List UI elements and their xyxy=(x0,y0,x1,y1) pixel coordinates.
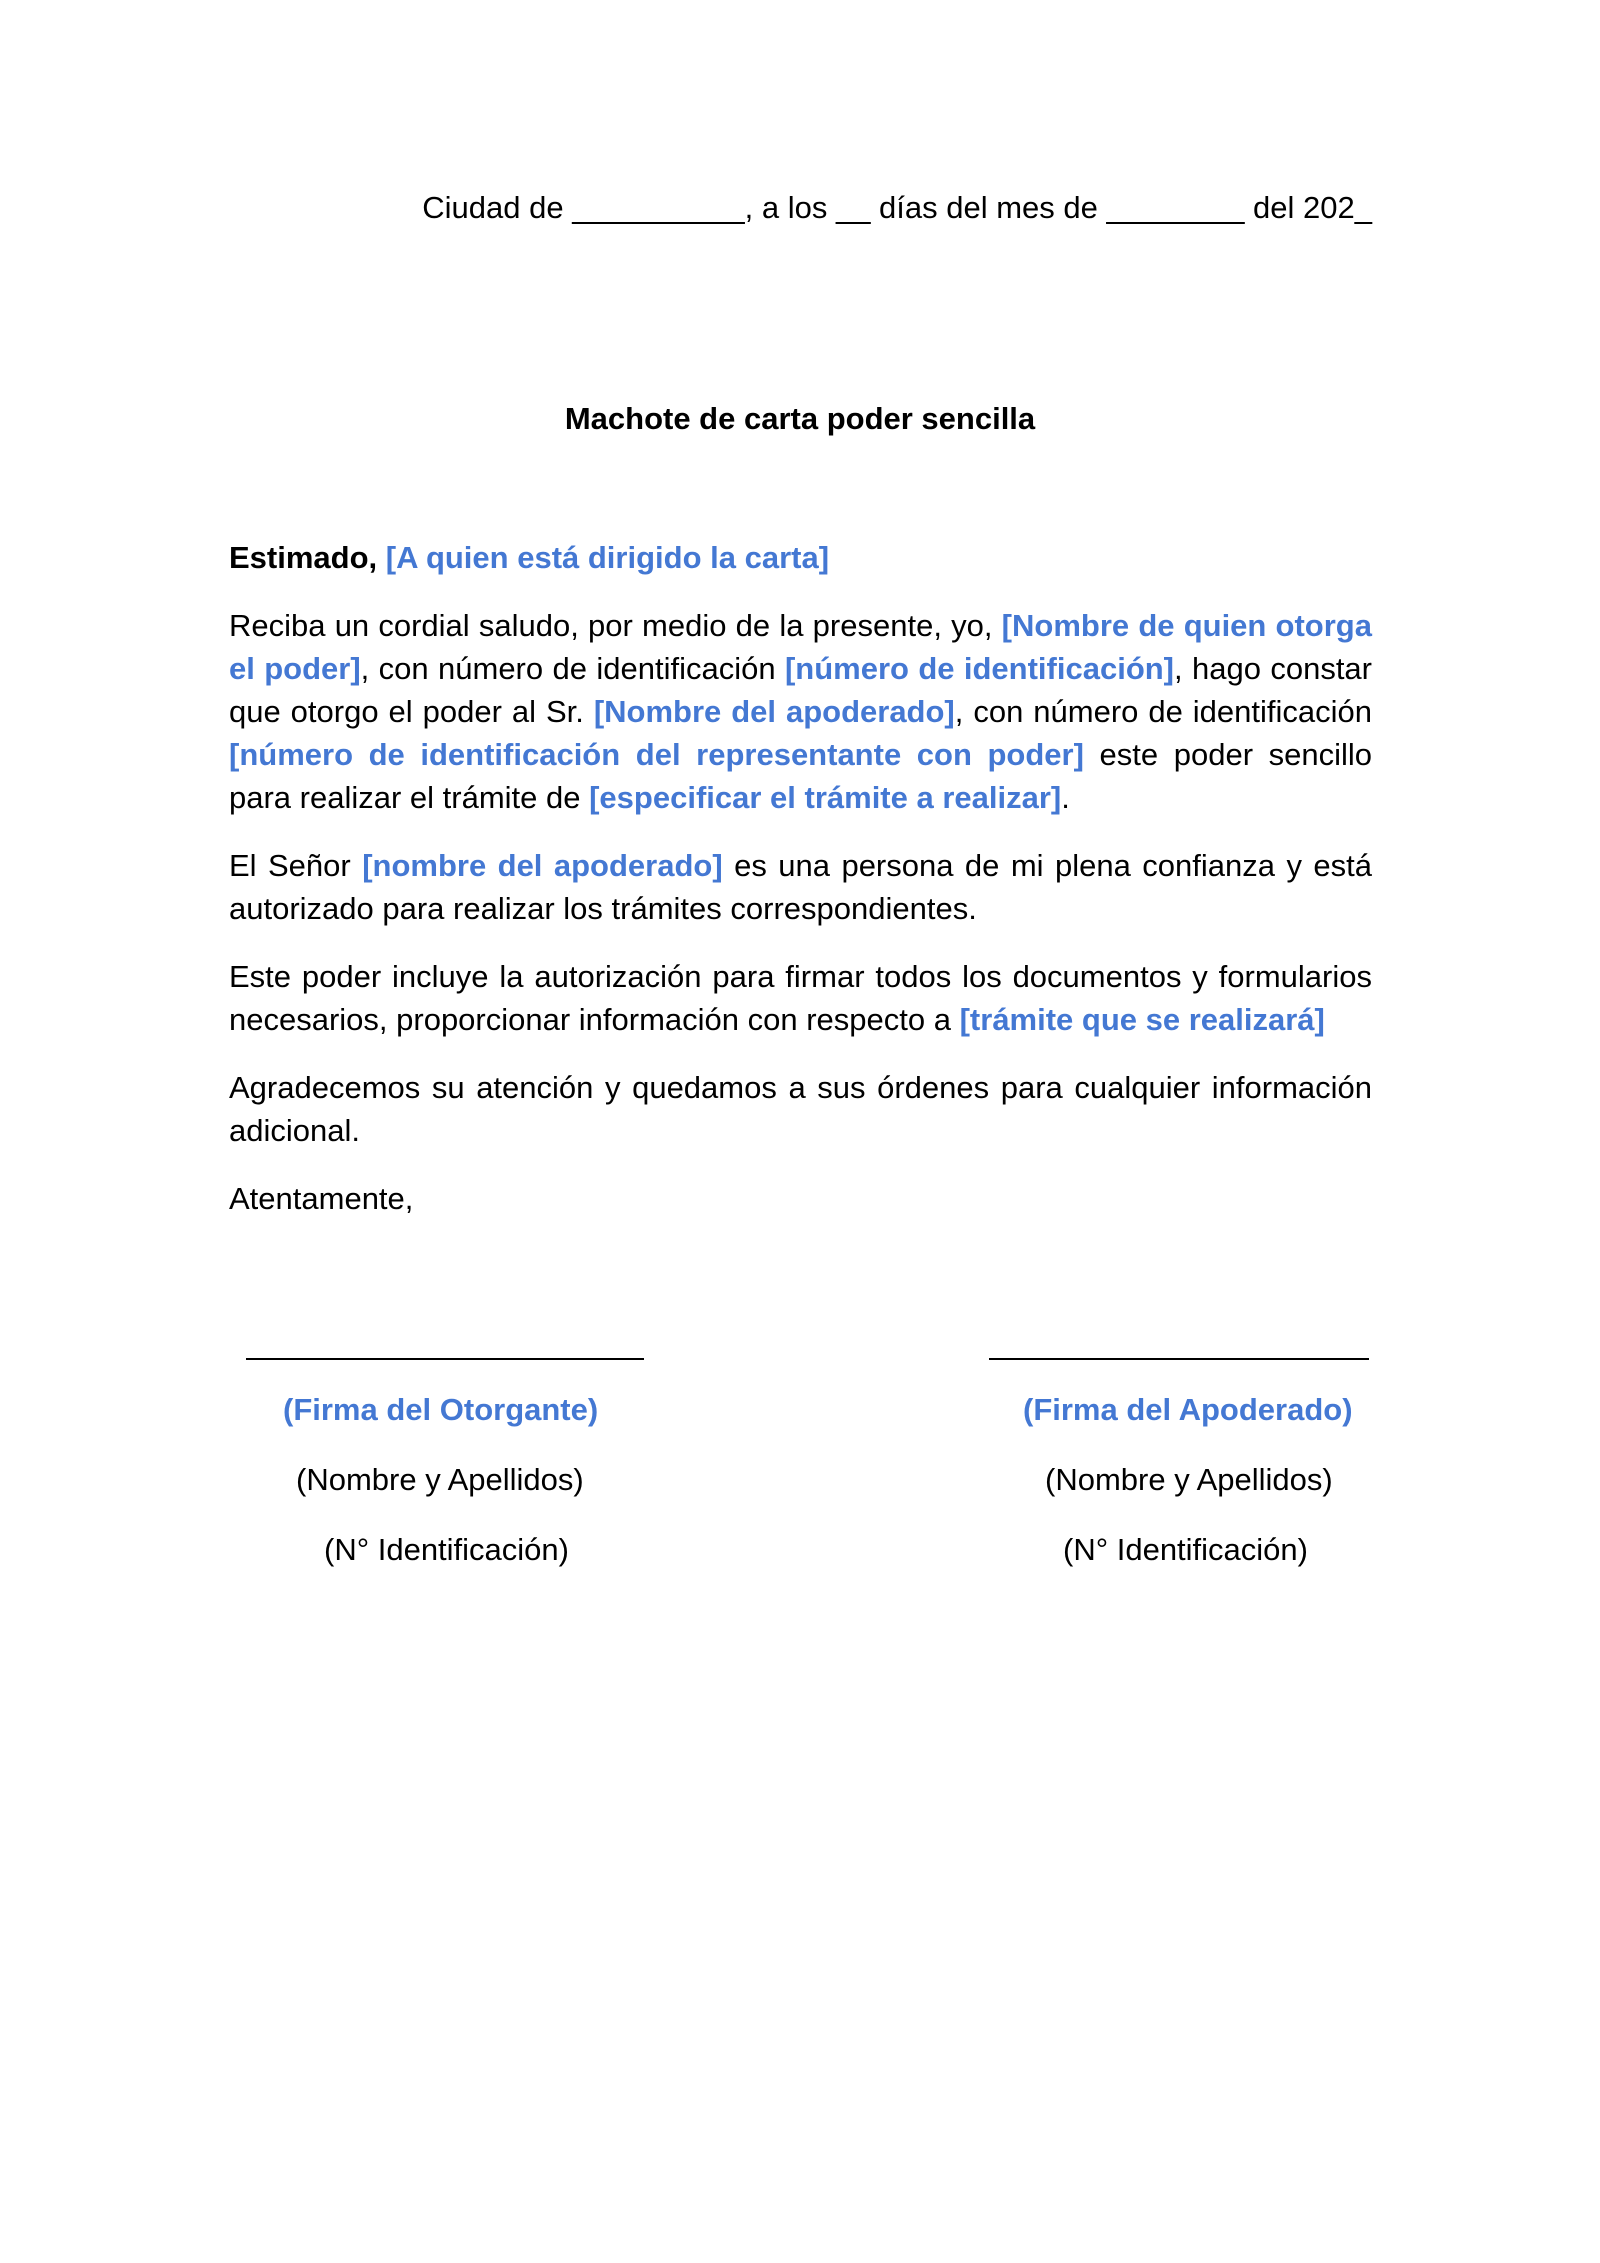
document-title: Machote de carta poder sencilla xyxy=(564,401,1036,436)
p1-text-2: , con número de identificación xyxy=(360,651,785,686)
attorney-signature-line xyxy=(989,1358,1369,1360)
procedure-placeholder: [especificar el trámite a realizar] xyxy=(589,780,1062,815)
attorney-name-placeholder: [Nombre del apoderado] xyxy=(593,694,955,729)
recipient-placeholder: [A quien está dirigido la carta] xyxy=(385,540,830,575)
paragraph-4: Agradecemos su atención y quedamos a sus órdenes para cualquier información adicional. xyxy=(229,1070,1372,1148)
paragraph-2 xyxy=(229,844,1372,930)
p1-text-4: , con número de identificación xyxy=(954,694,1372,729)
attorney-name-label: (Nombre y Apellidos) xyxy=(1045,1462,1333,1497)
p1-text-1: Reciba un cordial saludo, por medio de la presente, yo, xyxy=(229,608,1002,643)
date-line: Ciudad de __________, a los __ días del mes de ________ del 202_ xyxy=(422,190,1372,225)
p1-text-3: , hago constar que otorgo el poder al Sr. xyxy=(229,651,1373,729)
greeting xyxy=(229,536,1372,579)
p2-text-1: El Señor xyxy=(229,848,363,883)
grantor-signature-label: (Firma del Otorgante) xyxy=(283,1392,599,1427)
attorney-id-placeholder: [número de identificación del representante con poder] xyxy=(229,737,1084,772)
letter-body xyxy=(229,536,1372,1245)
closing: Atentamente, xyxy=(229,1181,414,1216)
attorney-name-placeholder-2: [nombre del apoderado] xyxy=(362,848,723,883)
attorney-signature-block xyxy=(983,1346,1385,1572)
procedure-placeholder-2: [trámite que se realizará] xyxy=(959,1002,1325,1037)
grantor-signature-block xyxy=(246,1346,646,1572)
grantor-id-placeholder: [número de identificación] xyxy=(784,651,1175,686)
p1-text-6: . xyxy=(1061,780,1070,815)
paragraph-3 xyxy=(229,955,1372,1041)
grantor-signature-line xyxy=(246,1358,644,1360)
attorney-id-label: (N° Identificación) xyxy=(1063,1532,1308,1567)
p1-text-5: este poder sencillo para realizar el trámite de xyxy=(229,737,1372,815)
grantor-name-placeholder: [Nombre de quien otorga el poder] xyxy=(229,608,1372,686)
grantor-name-label: (Nombre y Apellidos) xyxy=(296,1462,584,1497)
p3-text-1: Este poder incluye la autorización para firmar todos los documentos y formularios necesarios, proporcionar información con respecto a xyxy=(229,959,1372,1037)
paragraph-1 xyxy=(229,604,1372,819)
p2-text-2: es una persona de mi plena confianza y está autorizado para realizar los trámites correspondientes. xyxy=(229,848,1372,926)
grantor-id-label: (N° Identificación) xyxy=(324,1532,569,1567)
attorney-signature-label: (Firma del Apoderado) xyxy=(1023,1392,1353,1427)
greeting-prefix: Estimado, xyxy=(229,540,386,575)
